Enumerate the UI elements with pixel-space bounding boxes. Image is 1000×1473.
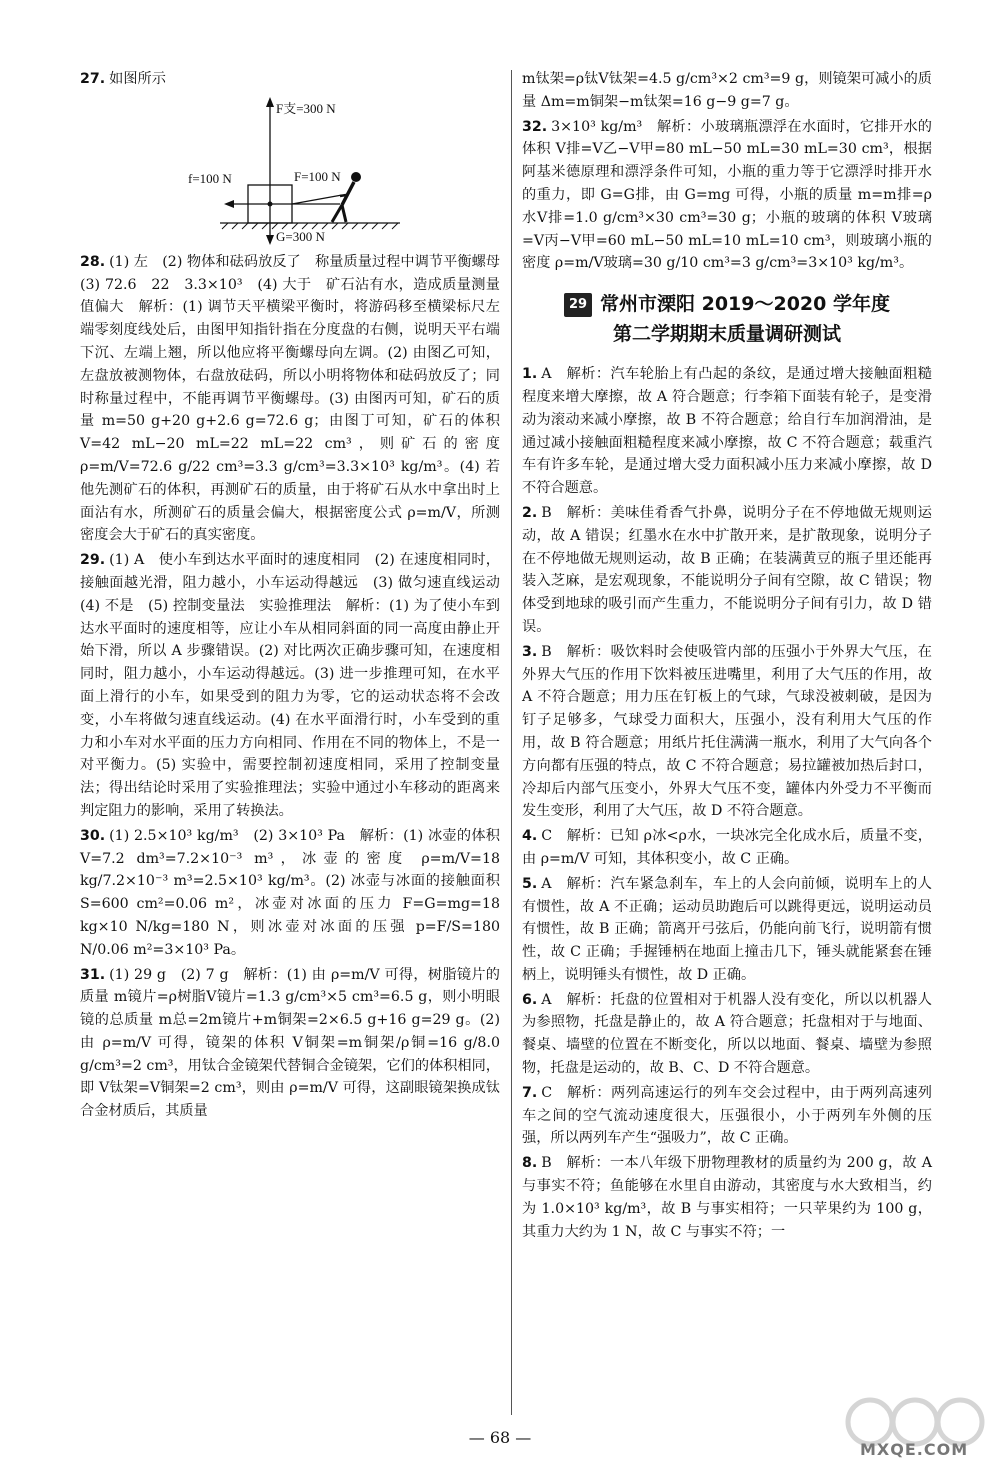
q29-number: 29. [80, 552, 106, 569]
item-text: A 解析：汽车轮胎上有凸起的条纹，是通过增大接触面粗糙程度来增大摩擦，故 A 符合题意；行李箱下面装有轮子，是变滑动为滚动来减小摩擦，故 B 不符合题意；给自行车加润滑油，是通过减小接触面粗糙程度来减小摩擦，故 C 不符合题意；载重汽车有许多车轮，是通过增大受力面积减小压力来减小摩擦，故 D 不符合题意。 [522, 366, 932, 497]
item-number: 8. [522, 1155, 538, 1172]
q30 [80, 825, 500, 962]
support-force-label: F支=300 N [276, 100, 336, 116]
q31-number: 31. [80, 966, 106, 983]
q28-text: (1) 左 (2) 物体和砝码放反了 称量质量过程中调节平衡螺母 (3) 72.6 22 3.3×10³ (4) 大于 矿石沾有水，造成质量测量值偏大 解析：(1) 调节天平横梁平衡时，将游码移至横梁标尺左端零刻度线处后，由图甲知指针指在分度盘的右侧，说明天平右端下沉、左端上翘，所以他应将平衡螺母向左调。(2) 由图乙可知，左盘放被测物体，右盘放砝码，所以小明将物体和砝码放反了；同时称量过程中，不能再调节平衡螺母。(3) 由图丙可知，矿石的质量 m=50 g+20 g+2.6 g=72.6 g；由图丁可知，矿石的体积 V=42 mL−20 mL=22 mL=22 cm³，则矿石的密度 ρ=m/V=72.6 g/22 cm³=3.3 g/cm³=3.3×10³ kg/m³。(4) 若他先测矿石的体积，再测矿石的质量，由于将矿石从水中拿出时上面沾有水，所测矿石的质量会偏大，根据密度公式 ρ=m/V，所测密度会大于矿石的真实密度。 [80, 253, 515, 544]
right-column [522, 68, 932, 1245]
friction-arrow-head [224, 200, 234, 208]
answer-item-4 [522, 825, 932, 871]
pull-rope [292, 195, 342, 204]
answer-item-7 [522, 1082, 932, 1150]
force-origin-dot [268, 201, 273, 206]
page-number: — 68 — [468, 1428, 532, 1447]
q31 [80, 964, 500, 1124]
item-text: A 解析：托盘的位置相对于机器人没有变化，所以以机器人为参照物，托盘是静止的，故 A 符合题意；托盘相对于与地面、餐桌、墙壁的位置在不断变化，所以以地面、餐桌、墙壁为参照物，托盘是运动的，故 B、C、D 不符合题意。 [522, 991, 932, 1077]
force-diagram-svg [80, 95, 500, 245]
item-text: C 解析：已知 ρ冰<ρ水，一块冰完全化成水后，质量不变，由 ρ=m/V 可知，其体积变小，故 C 正确。 [522, 828, 932, 867]
friction-force-label: f=100 N [188, 170, 232, 186]
q31-continued [522, 68, 932, 114]
q28-number: 28. [80, 253, 106, 270]
section-header [522, 289, 932, 349]
item-text: B 解析：一本八年级下册物理教材的质量约为 200 g，故 A 与事实不符；鱼能够在水里自由游动，其密度与水大致相当，约为 1.0×10³ kg/m³，故 B 与事实相符；一只苹果约为 100 g，其重力大约为 1 N，故 C 与事实不符；一 [522, 1155, 932, 1240]
item-text: A 解析：汽车紧急刹车，车上的人会向前倾，说明车上的人有惯性，故 A 不正确；运动员助跑后可以跳得更远，说明运动员有惯性，故 B 正确；箭离开弓弦后，仍能向前飞行，说明箭有惯性，故 C 正确；手握锤柄在地面上撞击几下，锤头就能紧套在锤柄上，说明锤头有惯性，故 D 正确。 [522, 875, 932, 983]
item-number: 2. [522, 504, 538, 521]
gravity-label: G=300 N [276, 228, 325, 244]
item-number: 6. [522, 991, 538, 1008]
pull-force-label: F=100 N [294, 168, 341, 184]
left-column [80, 68, 515, 1125]
column-divider [511, 70, 512, 1415]
item-text: B 解析：吸饮料时会使吸管内部的压强小于外界大气压，在外界大气压的作用下饮料被压进嘴里，利用了大气压的作用，故 A 不符合题意；用力压在钉板上的气球，气球没被刺破，是因为钉子足够多，气球受力面积大，压强小，没有利用大气压的作用，故 B 符合题意；用纸片托住满满一瓶水，利用了大气向各个方向都有压强的特点，故 C 不符合题意；易拉罐被加热后封口，冷却后内部气压变小，外界大气压不变，罐体内外受力不平衡而发生变形，利用了大气压，故 D 不符合题意。 [522, 643, 932, 820]
answer-item-1 [522, 363, 932, 500]
section-number-badge: 29 [564, 293, 592, 317]
answer-item-2 [522, 502, 932, 639]
q32-number: 32. [522, 118, 548, 135]
q32 [522, 116, 932, 276]
answer-item-5 [522, 873, 932, 987]
support-arrow-head [266, 97, 274, 107]
force-diagram [80, 95, 500, 245]
section-title-line2: 第二学期期末质量调研测试 [612, 323, 841, 346]
item-number: 7. [522, 1084, 538, 1101]
q27-text: 如图所示 [109, 71, 166, 87]
item-text: C 解析：两列高速运行的列车交会过程中，由于两列高速列车之间的空气流动速度很大，压强很小，小于两列车外侧的压强，所以两列车产生“强吸力”，故 C 正确。 [522, 1084, 932, 1147]
gravity-arrow-head [266, 235, 274, 245]
q27 [80, 68, 500, 91]
section-title-line1: 常州市溧阳 2019～2020 学年度 [600, 293, 890, 316]
item-number: 5. [522, 875, 538, 892]
item-number: 1. [522, 366, 538, 383]
answer-item-3 [522, 641, 932, 823]
section-title-line1-row [522, 289, 932, 319]
item-number: 3. [522, 643, 538, 660]
q30-number: 30. [80, 827, 106, 844]
answer-item-6 [522, 989, 932, 1080]
q30-text: (1) 2.5×10³ kg/m³ (2) 3×10³ Pa 解析：(1) 冰壶的体积 V=7.2 dm³=7.2×10⁻³ m³，冰壶的密度 ρ=m/V=18 kg/7.2×10⁻³ m³=2.5×10³ kg/m³。(2) 冰壶与冰面的接触面积 S=600 cm²=0.06 m²，冰壶对冰面的压力 F=G=mg=18 kg×10 N/kg=180 N，则冰壶对冰面的压强 p=F/S=180 N/0.06 m²=3×10³ Pa。 [80, 827, 500, 958]
q29-text: (1) A 使小车到达水平面时的速度相同 (2) 在速度相同时，接触面越光滑，阻力越小，小车运动得越远 (3) 做匀速直线运动 (4) 不是 (5) 控制变量法 实验推理法 解析：(1) 为了使小车到达水平面时的速度相等，应让小车从相同斜面的同一高度由静止开始下滑，所以 A 步骤错误。(2) 对比两次正确步骤可知，在速度相同时，阻力越小，小车运动得越远。(3) 进一步推理可知，在水平面上滑行的小车，如果受到的阻力为零，它的运动状态将不会改变，小车将做匀速直线运动。(4) 在水平面滑行时，小车受到的重力和小车对水平面的压力方向相同、作用在不同的物体上，不是一对平衡力。(5) 实验中，需要控制初速度相同，采用了控制变量法；得出结论时采用了实验推理法；实验中通过小车移动的距离来判定阻力的影响，采用了转换法。 [80, 552, 515, 819]
q27-number: 27. [80, 71, 106, 87]
q28 [80, 251, 515, 547]
q29 [80, 549, 515, 823]
watermark-text: MXQE.COM [860, 1440, 969, 1459]
item-text: B 解析：美味佳肴香气扑鼻，说明分子在不停地做无规则运动，故 A 错误；红墨水在水中扩散开来，是扩散现象，说明分子在不停地做无规则运动，故 B 正确；在装满黄豆的瓶子里还能再装入芝麻，是宏观现象，不能说明分子间有空隙，故 C 错误；物体受到地球的吸引而产生重力，不能说明分子间有引力，故 D 错误。 [522, 504, 932, 635]
answer-item-8 [522, 1152, 932, 1243]
q31-continued-text: m钛架=ρ钛V钛架=4.5 g/cm³×2 cm³=9 g，则镜架可减小的质量 Δm=m铜架−m钛架=16 g−9 g=7 g。 [522, 71, 932, 110]
item-number: 4. [522, 828, 538, 845]
q31-text: (1) 29 g (2) 7 g 解析：(1) 由 ρ=m/V 可得，树脂镜片的质量 m镜片=ρ树脂V镜片=1.3 g/cm³×5 cm³=6.5 g，则小明眼镜的总质量 m总=2m镜片+m铜架=2×6.5 g+16 g=29 g。(2) 由 ρ=m/V 可得，镜架的体积 V铜架=m铜架/ρ铜=16 g/8.0 g/cm³=2 cm³，用钛合金镜架代替铜合金镜架，它们的体积相同，即 V钛架=V铜架=2 cm³，则由 ρ=m/V 可得，这副眼镜架换成钛合金材质后，其质量 [80, 966, 500, 1120]
q32-text: 3×10³ kg/m³ 解析：小玻璃瓶漂浮在水面时，它排开水的体积 V排=V乙−V甲=80 mL−50 mL=30 mL=30 cm³，根据阿基米德原理和漂浮条件可知，小瓶的重力等于它漂浮时排开水的重力，即 G=G排，由 G=mg 可得，小瓶的质量 m=m排=ρ水V排=1.0 g/cm³×30 cm³=30 g；小瓶的玻璃的体积 V玻璃=V丙−V甲=60 mL−50 mL=10 mL=10 cm³，则玻璃小瓶的密度 ρ=m/V玻璃=30 g/10 cm³=3 g/cm³=3×10³ kg/m³。 [522, 118, 932, 272]
